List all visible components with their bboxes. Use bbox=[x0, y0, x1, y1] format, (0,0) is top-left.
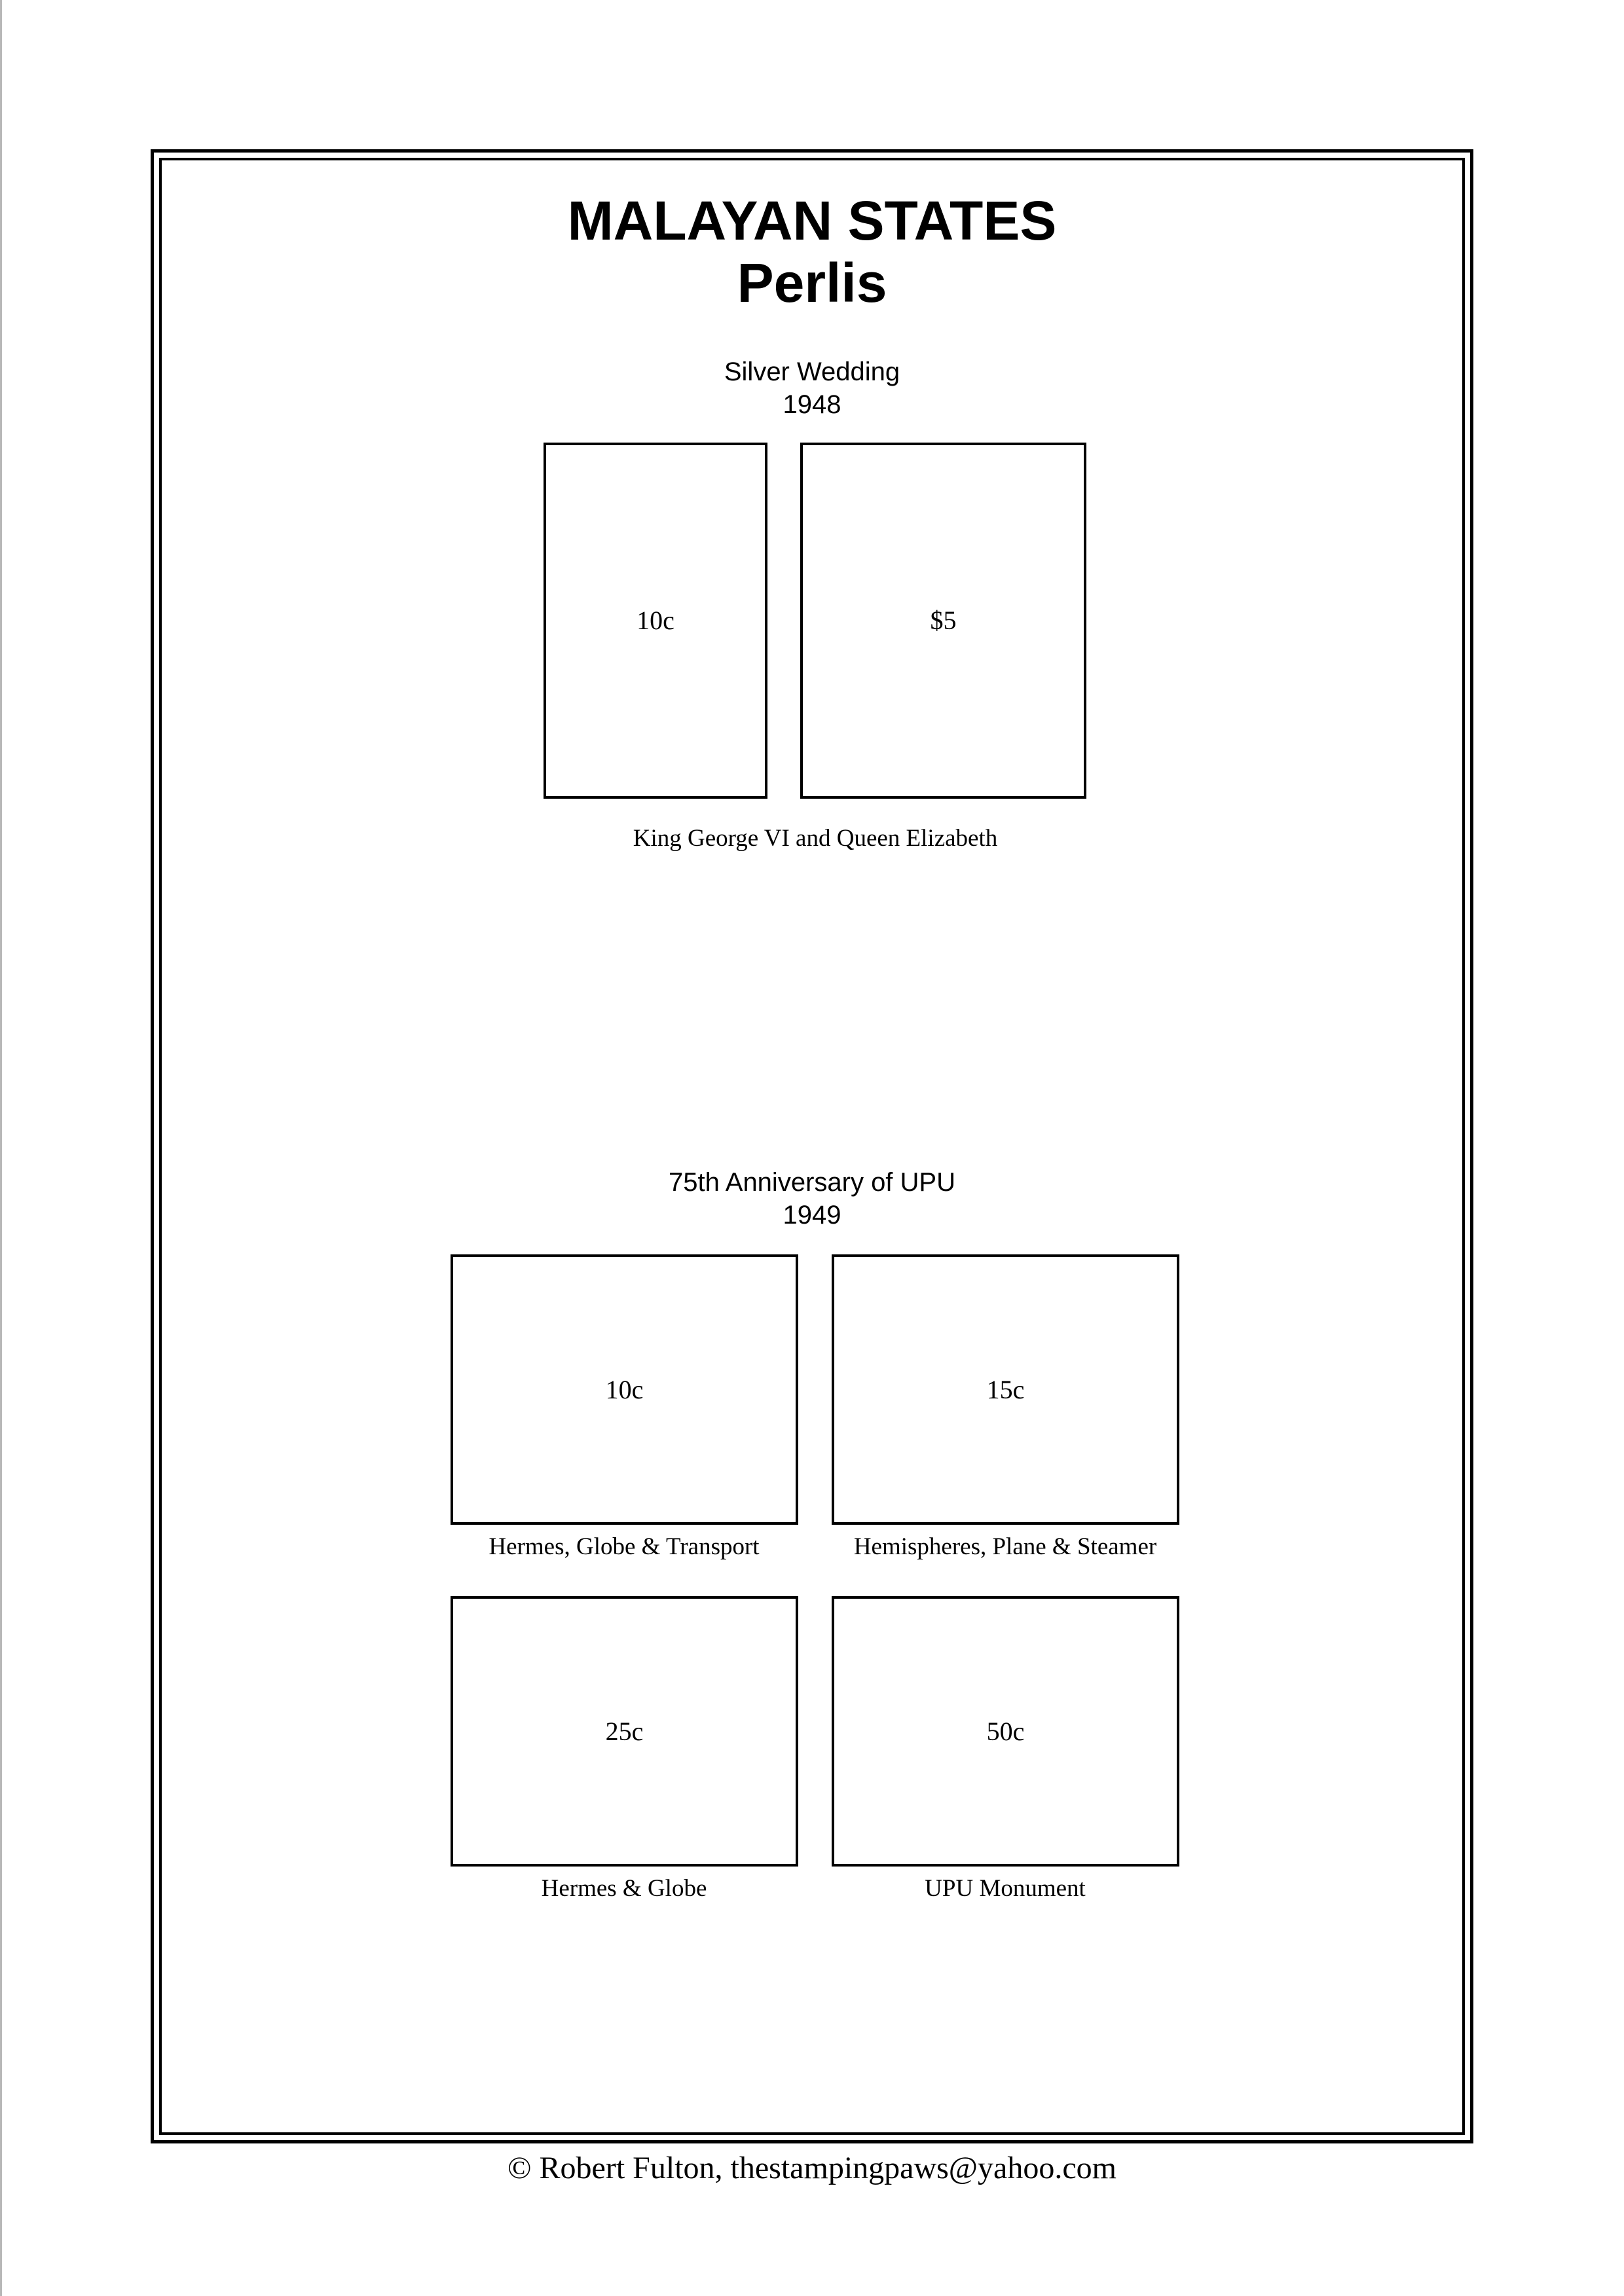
stamp-slot bbox=[451, 1596, 798, 1867]
stamp-caption: Hemispheres, Plane & Steamer bbox=[853, 1533, 1157, 1560]
stamp-value: $5 bbox=[930, 606, 957, 635]
section-title: Silver Wedding bbox=[724, 357, 900, 386]
stamp-value: 25c bbox=[605, 1716, 644, 1746]
stamp-slot bbox=[832, 1596, 1179, 1867]
stamp-slot bbox=[832, 1254, 1179, 1525]
stamp-value: 15c bbox=[986, 1374, 1025, 1404]
stamp-caption: King George VI and Queen Elizabeth bbox=[633, 825, 998, 852]
page-edge-line bbox=[0, 0, 2, 2296]
stamp-caption: UPU Monument bbox=[925, 1875, 1086, 1902]
stamp-slot bbox=[544, 443, 767, 799]
stamp-slot bbox=[451, 1254, 798, 1525]
stamp-value: 50c bbox=[986, 1716, 1025, 1746]
section-title: 75th Anniversary of UPU bbox=[669, 1168, 955, 1197]
stamp-value: 10c bbox=[637, 606, 674, 635]
section-year: 1949 bbox=[783, 1201, 841, 1230]
page-title: MALAYAN STATES bbox=[567, 190, 1057, 251]
stamp-value: 10c bbox=[605, 1374, 644, 1404]
stamp-caption: Hermes & Globe bbox=[541, 1875, 707, 1902]
stamp-slot bbox=[800, 443, 1086, 799]
stamp-caption: Hermes, Globe & Transport bbox=[489, 1533, 760, 1560]
copyright-footer: © Robert Fulton, thestampingpaws@yahoo.com bbox=[507, 2151, 1116, 2185]
page-subtitle: Perlis bbox=[737, 252, 887, 314]
section-year: 1948 bbox=[783, 390, 841, 419]
